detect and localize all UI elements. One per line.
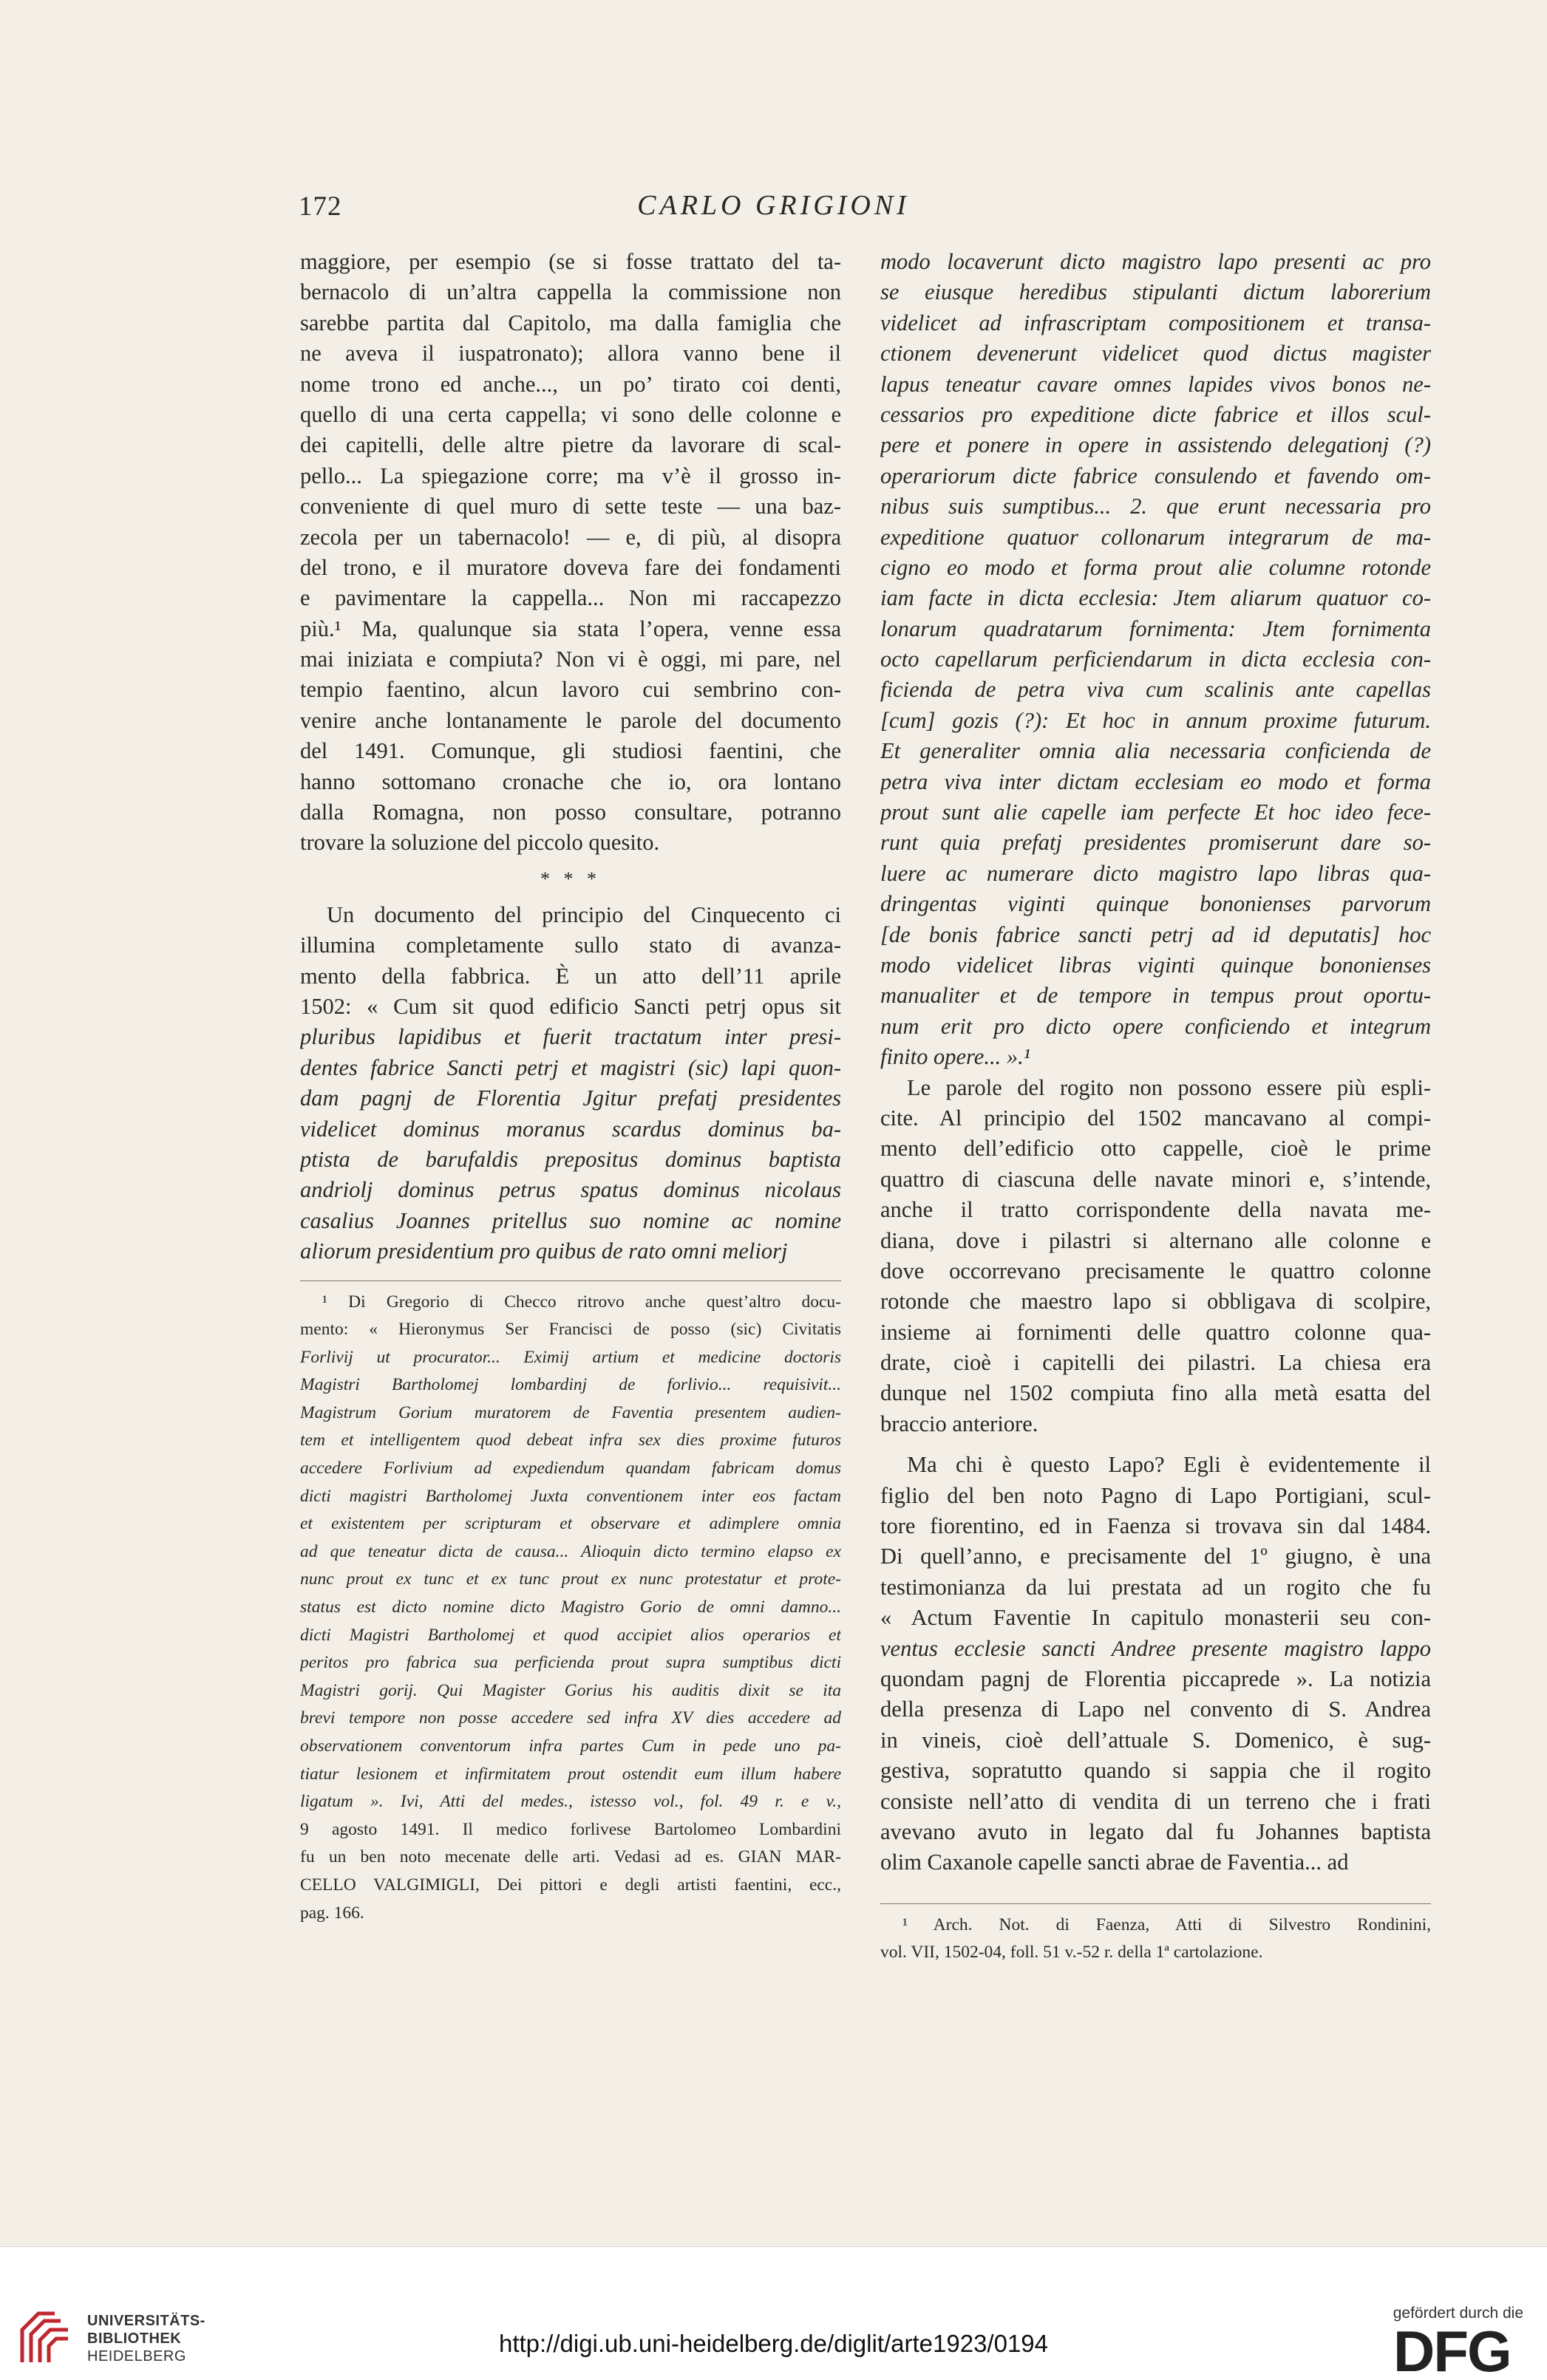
text-line: operariorum dicte fabrice consulendo et favendo om- bbox=[880, 463, 1431, 488]
footnote-line: mento: « Hieronymus Ser Francisci de posso (sic) Civitatis bbox=[300, 1320, 841, 1340]
text-line: zecola per un tabernacolo! — e, di più, al disopra bbox=[300, 524, 841, 550]
text-line: ne aveva il iuspatronato); allora vanno bene il bbox=[300, 341, 841, 366]
page-number: 172 bbox=[299, 191, 342, 222]
text-line: Un documento del principio del Cinquecento ci bbox=[327, 901, 841, 927]
text-line: testimonianza da lui prestata ad un rogito che fu bbox=[880, 1574, 1431, 1600]
left-paragraph-2 bbox=[300, 900, 841, 1267]
text-line: luere ac numerare dicto magistro lapo libras qua- bbox=[880, 860, 1431, 886]
library-name: UNIVERSITÄTS- BIBLIOTHEK HEIDELBERG bbox=[87, 2313, 205, 2364]
footnote-line: vol. VII, 1502-04, foll. 51 v.-52 r. della 1ª cartolazione. bbox=[880, 1943, 1263, 1963]
text-line: manualiter et de tempore in tempus prout oportu- bbox=[880, 983, 1431, 1009]
text-line: se eiusque heredibus stipulanti dictum laborerium bbox=[880, 279, 1431, 305]
text-line: braccio anteriore. bbox=[880, 1411, 1038, 1436]
dfg-logo-icon bbox=[1393, 2324, 1523, 2376]
text-line: e pavimentare la cappella... Non mi raccapezzo bbox=[300, 585, 841, 611]
left-footnote bbox=[300, 1289, 841, 1928]
svg-text:DFG: DFG bbox=[1393, 2324, 1511, 2376]
left-column bbox=[300, 247, 841, 1927]
text-line: modo videlicet libras viginti quinque bononienses bbox=[880, 952, 1431, 978]
text-line: olim Caxanole capelle sancti abrae de Faventia... ad bbox=[880, 1849, 1349, 1875]
text-line: cite. Al principio del 1502 mancavano al compi- bbox=[880, 1105, 1431, 1131]
text-line: pello... La spiegazione corre; ma v’è il grosso in- bbox=[300, 463, 841, 488]
right-footnote bbox=[880, 1912, 1431, 1967]
text-line: illumina completamente sullo stato di avanza- bbox=[300, 932, 841, 958]
text-line: num erit pro dicto opere conficiendo et integrum bbox=[880, 1013, 1431, 1039]
text-line: venire anche lontanamente le parole del documento bbox=[300, 707, 841, 733]
footnote-line: ¹ Di Gregorio di Checco ritrovo anche quest’altro docu- bbox=[322, 1292, 841, 1312]
text-line: dunque nel 1502 compiuta fino alla metà esatta del bbox=[880, 1380, 1431, 1406]
text-line: « Actum Faventie In capitulo monasterii seu con- bbox=[880, 1605, 1431, 1631]
text-line: quattro di ciascuna delle navate minori e, s’intende, bbox=[880, 1166, 1431, 1192]
text-line: quello di una certa cappella; vi sono delle colonne e bbox=[300, 401, 841, 427]
text-line: nome trono ed anche..., un po’ tirato coi denti, bbox=[300, 371, 841, 397]
footnote-line: ad que teneatur dicta de causa... Alioquin dicto termino elapso ex bbox=[300, 1541, 841, 1561]
text-line: iam facte in dicta ecclesia: Jtem aliarum quatuor co- bbox=[880, 585, 1431, 611]
text-line: ctionem devenerunt videlicet quod dictus magister bbox=[880, 341, 1431, 366]
footnote-line: CELLO VALGIMIGLI, Dei pittori e degli artisti faentini, ecc., bbox=[300, 1875, 841, 1895]
text-line: aliorum presidentium pro quibus de rato omni meliorj bbox=[300, 1238, 788, 1264]
footnote-line: tem et intelligentem quod debeat infra sex dies proxime futuros bbox=[300, 1431, 841, 1450]
footnote-line: status est dicto nomine dicto Magistro Gorio de omni damno... bbox=[300, 1598, 841, 1617]
text-line: gestiva, sopratutto quando si sappia che il rogito bbox=[880, 1758, 1431, 1784]
footnote-line: observationem conventorum infra partes Cum in pede uno pa- bbox=[300, 1736, 841, 1756]
text-line: lonarum quadratarum fornimenta: Jtem fornimenta bbox=[880, 616, 1431, 641]
text-line: videlicet dominus moranus scardus dominus ba- bbox=[300, 1116, 841, 1142]
text-line: expeditione quatuor collonarum integrarum de ma- bbox=[880, 524, 1431, 550]
footnote-line: Magistri gorij. Qui Magister Gorius his auditis dixit se ita bbox=[300, 1680, 841, 1700]
right-paragraph-2 bbox=[880, 1073, 1431, 1440]
text-line: diana, dove i pilastri si alternano alle colonne e bbox=[880, 1227, 1431, 1253]
running-title: CARLO GRIGIONI bbox=[637, 190, 910, 221]
text-line: 1502: « Cum sit quod edificio Sancti petrj opus sit bbox=[300, 993, 841, 1019]
footnote-line: dicti magistri Bartholomej Juxta conventionem inter eos factam bbox=[300, 1486, 841, 1506]
footer-bar bbox=[0, 2246, 1547, 2380]
text-line: cessarios pro expeditione dicte fabrice et illos scul- bbox=[880, 401, 1431, 427]
text-line: Ma chi è questo Lapo? Egli è evidentemente il bbox=[907, 1452, 1431, 1478]
text-line: Le parole del rogito non possono essere più espli- bbox=[907, 1074, 1431, 1100]
text-line: drate, cioè i capitelli dei pilastri. La chiesa era bbox=[880, 1350, 1431, 1376]
text-line: mento dell’edificio otto cappelle, cioè le prime bbox=[880, 1136, 1431, 1162]
footnote-line: brevi tempore non posse accedere sed infra XV dies accedere ad bbox=[300, 1708, 841, 1728]
text-line: bernacolo di un’altra cappella la commissione non bbox=[300, 279, 841, 305]
text-line: ptista de barufaldis prepositus dominus baptista bbox=[300, 1146, 841, 1172]
funder-caption: gefördert durch die bbox=[1393, 2305, 1523, 2322]
text-line: dentes fabrice Sancti petrj et magistri (sic) lapi quon- bbox=[300, 1054, 841, 1080]
footnote-line: 9 agosto 1491. Il medico forlivese Bartolomeo Lombardini bbox=[300, 1819, 841, 1839]
footnote-line: tiatur lesionem et infirmitatem prout ostendit eum illum habere bbox=[300, 1764, 841, 1784]
right-column bbox=[880, 247, 1431, 1967]
text-line: in vineis, cioè dell’attuale S. Domenico, è sug- bbox=[880, 1727, 1431, 1753]
source-url-link[interactable]: http://digi.ub.uni-heidelberg.de/diglit/arte1923/0194 bbox=[498, 2330, 1049, 2357]
footnote-line: Magistri Bartholomej lombardinj de forlivio... requisivit... bbox=[300, 1375, 841, 1395]
footnote-line: Forlivij ut procurator... Eximij artium et medicine doctoris bbox=[300, 1347, 841, 1367]
text-line: videlicet ad infrascriptam compositionem et transa- bbox=[880, 310, 1431, 335]
text-line: rotonde che maestro lapo si obbligava di scolpire, bbox=[880, 1289, 1431, 1315]
text-line: del trono, e il muratore doveva fare dei fondamenti bbox=[300, 554, 841, 580]
text-line: casalius Joannes pritellus suo nomine ac nomine bbox=[300, 1207, 841, 1233]
text-line: quondam pagnj de Florentia piccaprede ». La notizia bbox=[880, 1665, 1431, 1691]
text-line: Di quell’anno, e precisamente del 1º giugno, è una bbox=[880, 1544, 1431, 1569]
text-line: figlio del ben noto Pagno di Lapo Portigiani, scul- bbox=[880, 1482, 1431, 1508]
text-line: pere et ponere in opere in assistendo delegationj (?) bbox=[880, 432, 1431, 458]
text-line: maggiore, per esempio (se si fosse trattato del ta- bbox=[300, 249, 841, 274]
text-line: [cum] gozis (?): Et hoc in annum proxime futurum. bbox=[880, 707, 1431, 733]
text-line: conveniente di quel muro di sette teste — una baz- bbox=[300, 494, 841, 519]
text-line: modo locaverunt dicto magistro lapo presenti ac pro bbox=[880, 249, 1431, 274]
text-line: pluribus lapidibus et fuerit tractatum inter presi- bbox=[300, 1024, 841, 1050]
text-line: nibus suis sumptibus... 2. que erunt necessaria pro bbox=[880, 494, 1431, 519]
footnote-line: fu un ben noto mecenate delle arti. Vedasi ad es. GIAN MAR- bbox=[300, 1847, 841, 1867]
text-line: prout sunt alie capelle iam perfecte Et hoc ideo fece- bbox=[880, 799, 1431, 825]
footnote-rule bbox=[880, 1903, 1431, 1904]
text-line: ventus ecclesie sancti Andree presente magistro lappo bbox=[880, 1635, 1431, 1661]
footnote-line: dicti Magistri Bartholomej et quod accipiet alios operarios et bbox=[300, 1625, 841, 1645]
text-line: consiste nell’atto di vendita di un terreno che i frati bbox=[880, 1788, 1431, 1814]
text-line: tempio faentino, alcun lavoro cui sembrino con- bbox=[300, 677, 841, 703]
footnote-line: ligatum ». Ivi, Atti del medes., istesso vol., fol. 49 r. e v., bbox=[300, 1792, 841, 1812]
text-line: della presenza di Lapo nel convento di S. Andrea bbox=[880, 1697, 1431, 1722]
footnote-line: pag. 166. bbox=[300, 1903, 364, 1923]
footnote-line: et existentem per scripturam et observare et adimplere omnia bbox=[300, 1514, 841, 1534]
right-paragraph-3 bbox=[880, 1450, 1431, 1878]
text-line: lapus teneatur cavare omnes lapides vivos bonos ne- bbox=[880, 371, 1431, 397]
footnote-line: peritos pro fabrica sua perficienda prout supra sumptibus dicti bbox=[300, 1653, 841, 1673]
text-line: avevano avuto in legato dal fu Johannes baptista bbox=[880, 1818, 1431, 1844]
text-line: mai iniziata e compiuta? Non vi è oggi, mi pare, nel bbox=[300, 647, 841, 672]
text-line: Et generaliter omnia alia necessaria conficienda de bbox=[880, 738, 1431, 764]
footnote-line: Magistrum Gorium muratorem de Faventia presentem audien- bbox=[300, 1402, 841, 1422]
text-line: dalla Romagna, non posso consultare, potranno bbox=[300, 799, 841, 825]
text-line: insieme ai fornimenti delle quattro colonne qua- bbox=[880, 1319, 1431, 1345]
footnote-line: ¹ Arch. Not. di Faenza, Atti di Silvestro Rondinini, bbox=[902, 1914, 1431, 1934]
text-line: petra viva inter dictam ecclesiam eo modo et forma bbox=[880, 768, 1431, 794]
text-line: octo capellarum perficiendarum in dicta ecclesia con- bbox=[880, 647, 1431, 672]
text-line: tore fiorentino, ed in Faenza si trovava sin dal 1484. bbox=[880, 1513, 1431, 1539]
text-line: ficienda de petra viva cum scalinis ante capellas bbox=[880, 677, 1431, 703]
right-paragraph-1 bbox=[880, 247, 1431, 1073]
footnote-line: accedere Forlivium ad expediendum quandam fabricam domus bbox=[300, 1459, 841, 1479]
text-line: sarebbe partita dal Capitolo, ma dalla famiglia che bbox=[300, 310, 841, 335]
section-separator: * * * bbox=[540, 867, 601, 890]
text-line: [de bonis fabrice sancti petrj ad id deputatis] hoc bbox=[880, 921, 1431, 947]
text-line: mento della fabbrica. È un atto dell’11 aprile bbox=[300, 963, 841, 989]
footnote-line: nunc prout ex tunc et ex tunc prout ex nunc protestatur et prote- bbox=[300, 1569, 841, 1589]
text-line: dam pagnj de Florentia Jgitur prefatj presidentes bbox=[300, 1085, 841, 1111]
text-line: finito opere... ».¹ bbox=[880, 1044, 1030, 1070]
text-line: dei capitelli, delle altre pietre da lavorare di scal- bbox=[300, 432, 841, 458]
text-line: del 1491. Comunque, gli studiosi faentini, che bbox=[300, 738, 841, 764]
text-line: hanno sottomano cronache che io, ora lontano bbox=[300, 768, 841, 794]
text-line: dove occorrevano precisamente le quattro colonne bbox=[880, 1258, 1431, 1283]
text-line: più.¹ Ma, qualunque sia stata l’opera, venne essa bbox=[300, 616, 841, 641]
text-line: runt quia prefatj presidentes promiserunt dare so- bbox=[880, 830, 1431, 856]
text-line: trovare la soluzione del piccolo quesito. bbox=[300, 830, 660, 856]
text-line: anche il tratto corrispondente della navata me- bbox=[880, 1197, 1431, 1223]
left-paragraph-1 bbox=[300, 247, 841, 859]
text-line: cigno eo modo et forma prout alie columne rotonde bbox=[880, 554, 1431, 580]
text-line: andriolj dominus petrus spatus dominus nicolaus bbox=[300, 1177, 841, 1203]
text-line: dringentas viginti quinque bononienses parvorum bbox=[880, 891, 1431, 917]
